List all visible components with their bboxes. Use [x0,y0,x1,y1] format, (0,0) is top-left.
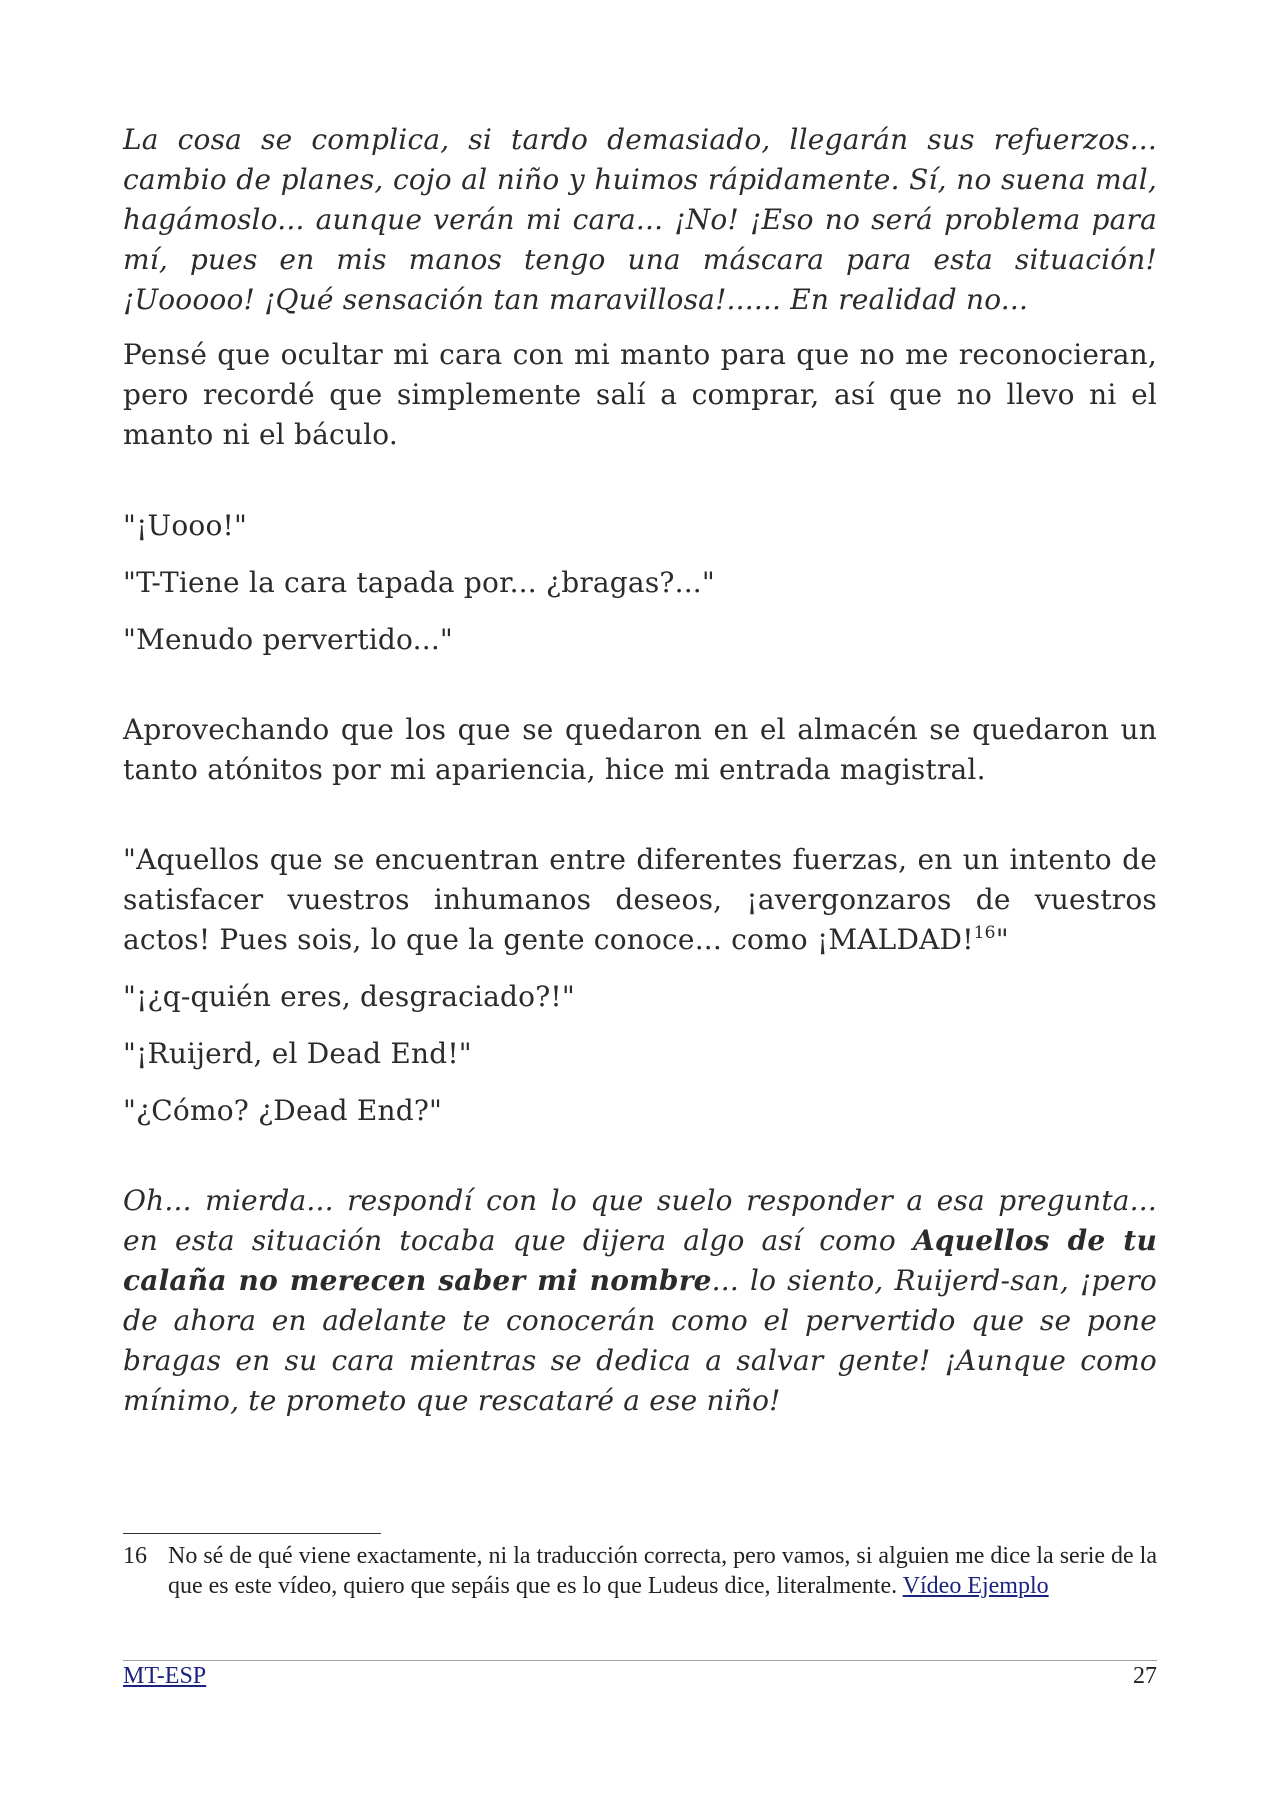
dialogue-speech [123,840,1157,960]
footer-site-link[interactable]: MT-ESP [123,1663,207,1689]
paragraph-narration-2: Aprovechando que los que se quedaron en el almacén se quedaron un tanto atónitos por mi apariencia, hice mi entrada magistral. [123,713,1157,786]
paragraph-inner-monologue-1: La cosa se complica, si tardo demasiado, llegarán sus refuerzos... cambio de planes, cojo al niño y huimos rápidamente. Sí, no suena mal, hagámoslo... aunque verán mi cara... ¡No! ¡Eso no será problema para mí, pues en mis manos tengo una máscara para esta situación! ¡Uooooo! ¡Qué sensación tan maravillosa!...... En realidad no... [123,123,1157,316]
dialogue-line-5: "¡Ruijerd, el Dead End!" [123,1037,472,1070]
paragraph-inner-monologue-2 [123,1181,1157,1421]
monologue-bold-phrase: Aquellos de tu calaña no merecen saber mi nombre [123,1224,1158,1297]
dialogue-line-6: "¿Cómo? ¿Dead End?" [123,1094,443,1127]
speech-closing-quote: " [995,923,1009,956]
dialogue-line-1: "¡Uooo!" [123,509,248,542]
footnote-reference[interactable]: 16 [973,923,996,943]
speech-text: "Aquellos que se encuentran entre diferentes fuerzas, en un intento de satisfacer vuestros inhumanos deseos, ¡avergonzaros de vuestros actos! Pues sois, lo que la gente conoce... como ¡MALDAD! [123,843,1157,956]
footnote-body [168,1541,1157,1601]
page-number: 27 [1133,1663,1157,1689]
footnote-video-link[interactable]: Vídeo Ejemplo [902,1573,1049,1599]
monologue-text-start: Oh... mierda... respondí con lo que suelo responder a esa pregunta... en esta situación tocaba que dijera algo así como [123,1184,1157,1257]
footnote-text: No sé de qué viene exactamente, ni la traducción correcta, pero vamos, si alguien me dice la serie de la que es este vídeo, quiero que sepáis que es lo que Ludeus dice, literalmente. [168,1543,1157,1599]
footnote-number: 16 [123,1543,147,1569]
footnote-divider [123,1533,381,1534]
dialogue-line-3: "Menudo pervertido..." [123,623,453,656]
monologue-text-end: ... lo siento, Ruijerd-san, ¡pero de ahora en adelante te conocerán como el pervertido que se pone bragas en su cara mientras se dedica a salvar gente! ¡Aunque como mínimo, te prometo que rescataré a ese niño! [123,1264,1157,1417]
paragraph-narration-1: Pensé que ocultar mi cara con mi manto para que no me reconocieran, pero recordé que simplemente salí a comprar, así que no llevo ni el manto ni el báculo. [123,338,1157,451]
dialogue-line-2: "T-Tiene la cara tapada por... ¿bragas?..." [123,566,715,599]
dialogue-line-4: "¡¿q-quién eres, desgraciado?!" [123,980,575,1013]
footer-divider [123,1660,1157,1661]
document-page [123,0,1157,1811]
